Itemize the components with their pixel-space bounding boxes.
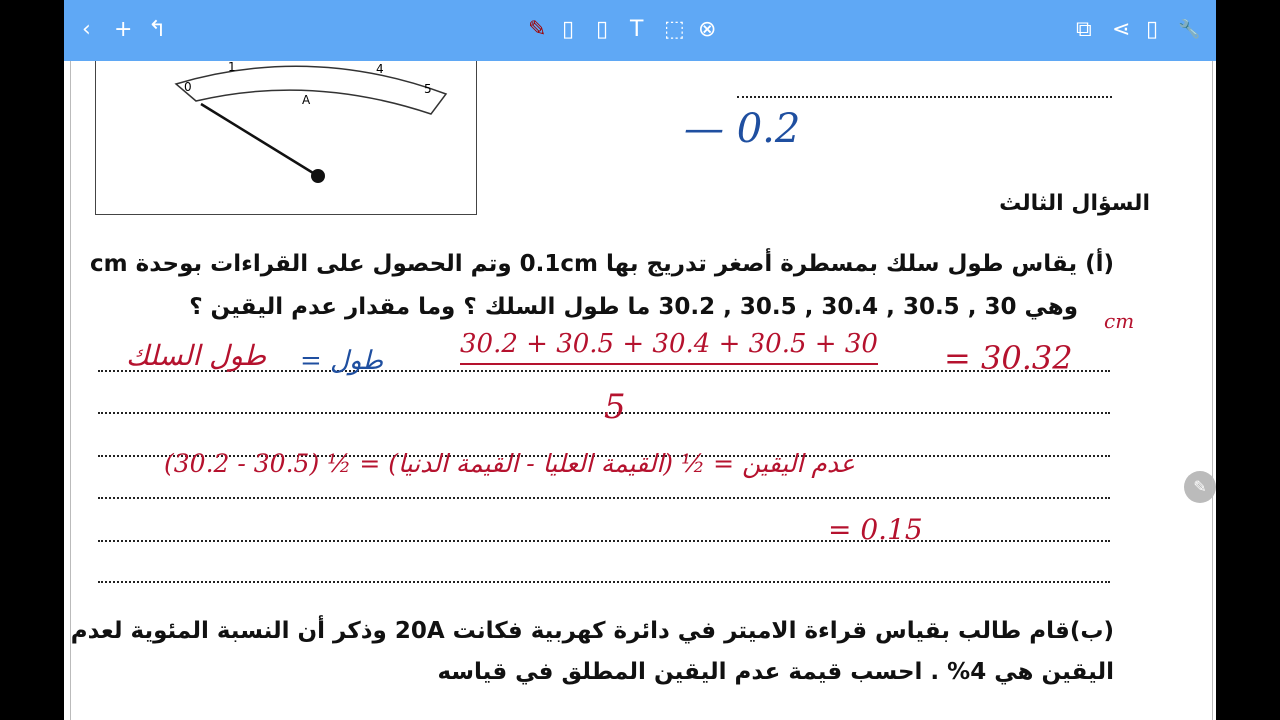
close-tool-icon[interactable]: ⊗: [698, 17, 717, 42]
handwritten-uncertainty-formula: عدم اليقين = ½ (القيمة العليا - القيمة الدنيا) = ½ (30.5 - 30.2): [164, 449, 855, 478]
question-title: السؤال الثالث: [999, 191, 1150, 216]
share-icon[interactable]: ⋖: [1112, 17, 1131, 42]
app-toolbar: [64, 0, 1216, 61]
needle-pivot: [311, 169, 325, 183]
answer-line: [98, 497, 1110, 499]
question-a-line1: (أ) يقاس طول سلك بمسطرة أصغر تدريج بها 0.1cm وتم الحصول على القراءات بوحدة cm: [90, 251, 1114, 277]
pen-icon[interactable]: ✎: [528, 17, 547, 42]
answer-line: [98, 581, 1110, 583]
question-b-line1: (ب)قام طالب بقياس قراءة الاميتر في دائرة كهربية فكانت 20A وذكر أن النسبة المئوية لعدم: [70, 618, 1114, 644]
tick-label: 4: [376, 62, 384, 76]
shapes-icon[interactable]: ⧉: [1076, 17, 1092, 42]
tick-label: 5: [424, 82, 432, 96]
highlighter-icon[interactable]: ▯: [562, 17, 575, 42]
answer-line: [737, 96, 1112, 98]
question-b-line2: اليقين هي 4% . احسب قيمة عدم اليقين المطلق في قياسه: [437, 659, 1114, 685]
handwritten-divisor: 5: [604, 387, 626, 427]
back-icon[interactable]: ‹: [82, 17, 91, 42]
handwritten-unit: cm: [1104, 309, 1135, 333]
ammeter-dial: [96, 61, 476, 214]
question-a-line2: وهي 30 , 30.5 , 30.4 , 30.5 , 30.2 ما طول السلك ؟ وما مقدار عدم اليقين ؟: [189, 294, 1078, 320]
document-page[interactable]: [64, 61, 1216, 720]
handwritten-length-label: طول السلك: [126, 339, 267, 372]
handwritten-uncertainty-result: = 0.15: [828, 513, 923, 546]
settings-wrench-icon[interactable]: 🔧: [1178, 19, 1201, 40]
unit-label: A: [302, 93, 311, 107]
handwritten-mean: = 30.32: [944, 339, 1073, 377]
answer-line: [98, 540, 1110, 542]
handwritten-length-blue: طول =: [300, 346, 384, 376]
handwritten-prev-answer: — 0.2: [684, 106, 801, 152]
needle: [201, 104, 318, 176]
page-edge: [1212, 61, 1213, 720]
lasso-select-icon[interactable]: ⬚: [664, 17, 685, 42]
handwritten-sum: 30.2 + 30.5 + 30.4 + 30.5 + 30: [460, 329, 878, 365]
eraser-icon[interactable]: ▯: [596, 17, 609, 42]
undo-icon[interactable]: ↰: [148, 17, 167, 42]
tick-label: 1: [228, 61, 236, 74]
text-icon[interactable]: T: [630, 17, 644, 42]
pages-icon[interactable]: ▯: [1146, 17, 1159, 42]
pen-edit-icon[interactable]: ✎: [1184, 471, 1216, 503]
ammeter-figure: [95, 61, 477, 215]
add-icon[interactable]: +: [114, 17, 133, 42]
tick-label: 0: [184, 80, 192, 94]
